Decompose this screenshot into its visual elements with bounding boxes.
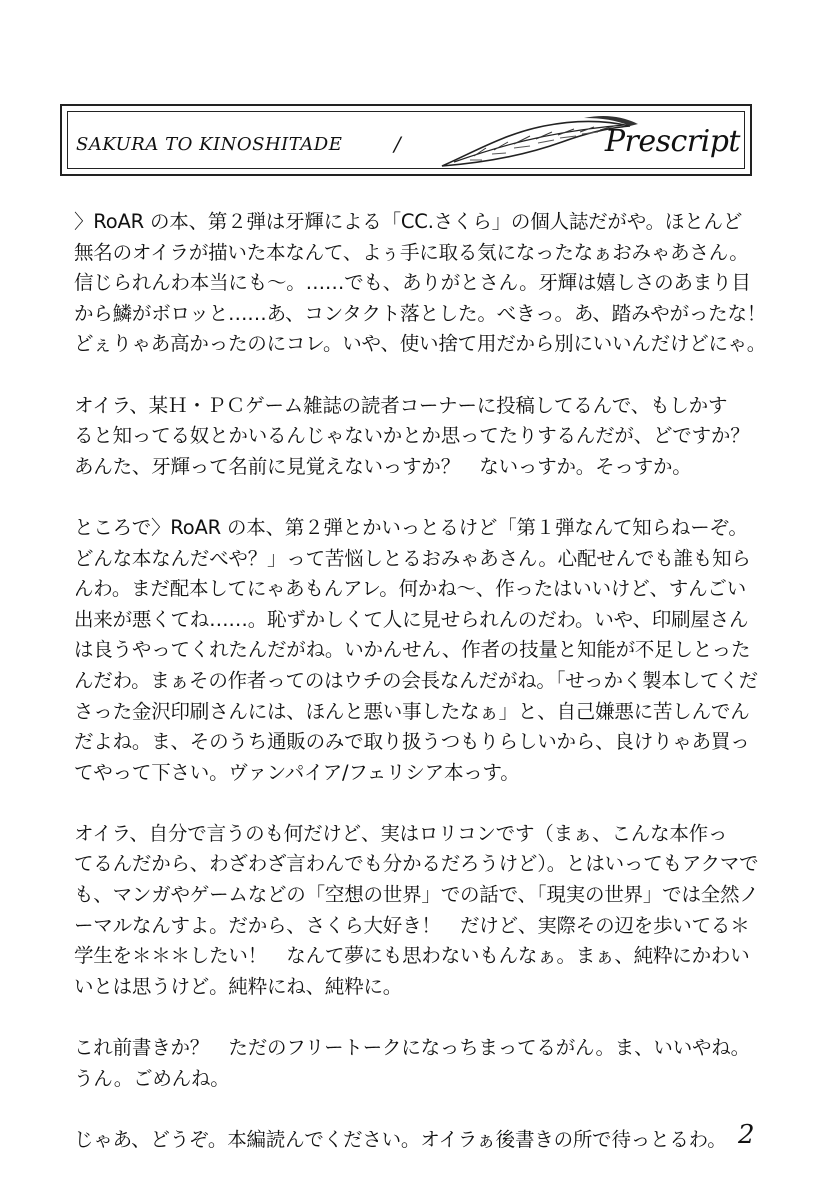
- text-line: うん。ごめんね。: [74, 1066, 230, 1090]
- paragraph: [74, 1033, 754, 1094]
- text-line: から鱗がボロッと……あ、コンタクト落とした。べきっ。あ、踏みやがったな！: [74, 301, 767, 325]
- section-title: Prescript: [604, 124, 740, 159]
- text-line: さった金沢印刷さんには、ほんと悪い事したなぁ」と、自己嫌悪に苦しんでん: [74, 699, 750, 723]
- text-line: あんた、牙輝って名前に見覚えないっすか？ ないっすか。そっすか。: [74, 454, 692, 478]
- header-banner: [60, 104, 752, 176]
- text-line: どぇりゃあ高かったのにコレ。いや、使い捨て用だから別にいいんだけどにゃ。: [74, 332, 767, 356]
- text-line: オイラ、某Ｈ・ＰＣゲーム雑誌の読者コーナーに投稿してるんで、もしかす: [74, 393, 728, 417]
- paragraph: [74, 1125, 754, 1156]
- paragraph: [74, 513, 758, 788]
- text-line: 学生を＊＊＊したい！ なんて夢にも思わないもんなぁ。まぁ、純粋にかわい: [74, 944, 750, 968]
- paragraph: [74, 207, 767, 360]
- text-line: 信じられんわ本当にも～。……でも、ありがとさん。牙輝は嬉しさのあまり目: [74, 271, 751, 295]
- text-line: てやって下さい。ヴァンパイア/フェリシア本っす。: [74, 760, 520, 784]
- text-line: だよね。ま、そのうち通販のみで取り扱うつもりらしいから、良けりゃあ買っ: [74, 730, 750, 754]
- text-line: んだわ。まぁその作者ってのはウチの会長なんだがね。「せっかく製本してくだ: [74, 668, 758, 692]
- text-line: ところで〉RoAR の本、第２弾とかいっとるけど「第１弾なんて知らねーぞ。: [74, 515, 748, 539]
- body-text: [74, 207, 767, 1186]
- header-separator: /: [394, 132, 401, 156]
- text-line: は良うやってくれたんだがね。いかんせん、作者の技量と知能が不足しとった: [74, 638, 751, 662]
- text-line: どんな本なんだべや？」って苦悩しとるおみゃあさん。心配せんでも誰も知ら: [74, 546, 751, 570]
- header-title: SAKURA TO KINOSHITADE: [76, 134, 343, 155]
- text-line: ーマルなんすよ。だから、さくら大好き！ だけど、実際その辺を歩いてる＊: [74, 913, 750, 937]
- page-number: 2: [738, 1120, 755, 1150]
- text-line: いとは思うけど。純粋にね、純粋に。: [74, 974, 403, 998]
- paragraph: [74, 391, 754, 483]
- text-line: ると知ってる奴とかいるんじゃないかとか思ってたりするんだが、どですか？: [74, 424, 750, 448]
- text-line: 無名のオイラが描いた本なんて、よぅ手に取る気になったなぁおみゃあさん。: [74, 240, 749, 264]
- text-line: てるんだから、わざわざ言わんでも分かるだろうけど）。とはいってもアクマで: [74, 852, 759, 876]
- text-line: これ前書きか？ ただのフリートークになっちまってるがん。ま、いいやね。: [74, 1036, 750, 1060]
- text-line: も、マンガやゲームなどの「空想の世界」での話で、「現実の世界」では全然ノ: [74, 883, 759, 907]
- paragraph: [74, 819, 759, 1003]
- text-line: オイラ、自分で言うのも何だけど、実はロリコンです（まぁ、こんな本作っ: [74, 821, 728, 845]
- text-line: 出来が悪くてね……。恥ずかしくて人に見せられんのだわ。いや、印刷屋さん: [74, 607, 749, 631]
- text-line: 〉RoAR の本、第２弾は牙輝による「CC.さくら」の個人誌だがや。ほとんど: [74, 210, 743, 233]
- text-line: んわ。まだ配本してにゃあもんアレ。何かね～、作ったはいいけど、すんごい: [74, 577, 746, 601]
- text-line: じゃあ、どうぞ。本編読んでください。オイラぁ後書きの所で待っとるわ。: [74, 1127, 727, 1151]
